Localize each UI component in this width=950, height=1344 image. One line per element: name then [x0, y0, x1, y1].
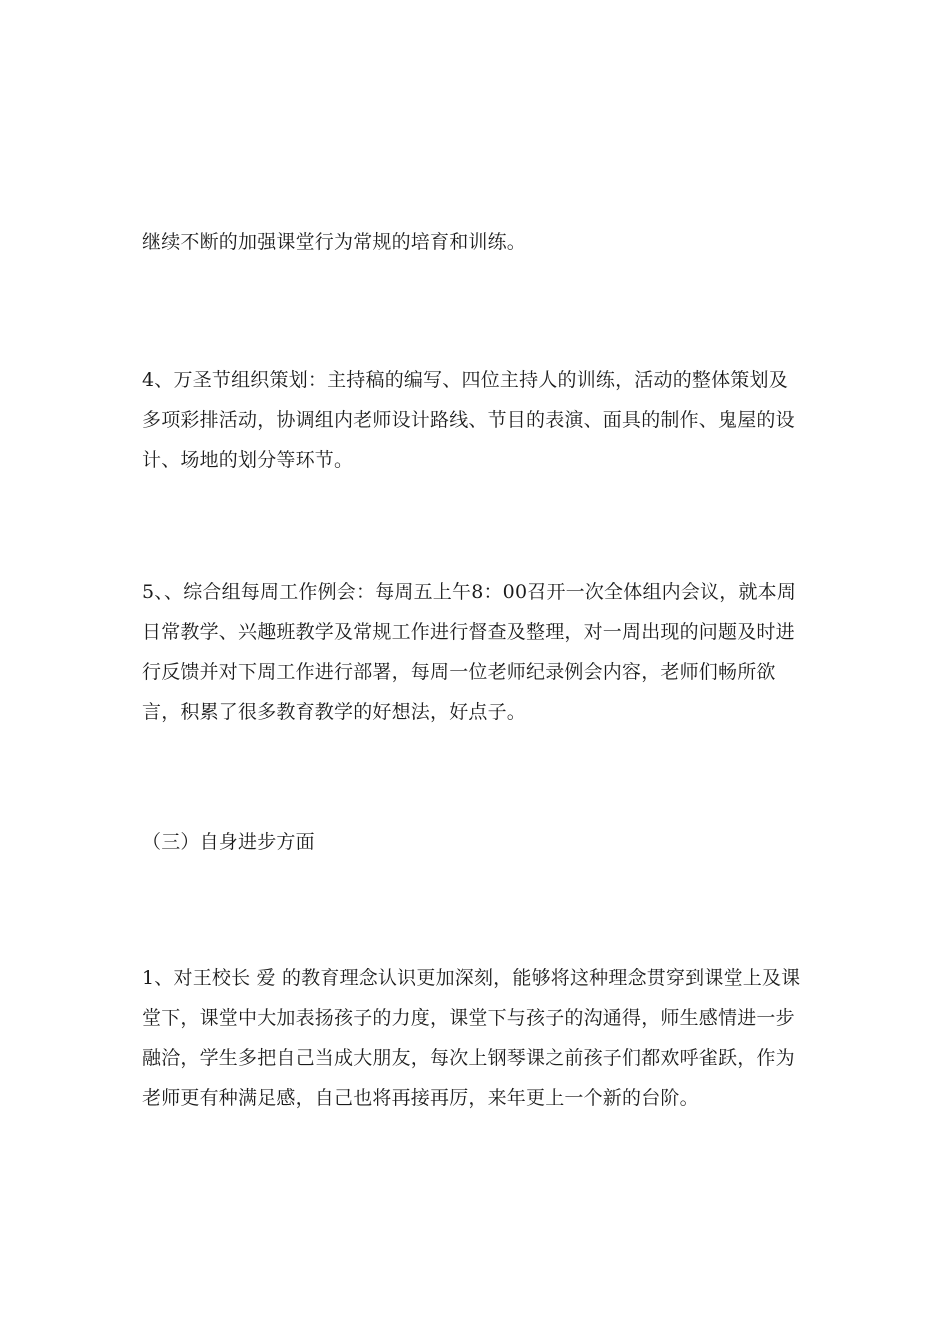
paragraph-halloween-planning: 4、万圣节组织策划：主持稿的编写、四位主持人的训练，活动的整体策划及多项彩排活动，协调组内老师设计路线、节目的表演、面具的制作、鬼屋的设计、场地的划分等环节。	[142, 369, 795, 471]
paragraph-weekly-meeting: 5、、综合组每周工作例会：每周五上午8：00召开一次全体组内会议，就本周日常教学、兴趣班教学及常规工作进行督查及整理，对一周出现的问题及时进行反馈并对下周工作进行部署，每周一位老师纪录例会内容，老师们畅所欲言，积累了很多教育教学的好想法，好点子。	[142, 581, 797, 723]
section-heading: （三）自身进步方面	[142, 831, 315, 853]
paragraph-classroom-habits: 继续不断的加强课堂行为常规的培育和训练。	[142, 231, 527, 253]
paragraph-self-progress: 1、对王校长 爱 的教育理念认识更加深刻，能够将这种理念贯穿到课堂上及课堂下，课堂中大加表扬孩子的力度，课堂下与孩子的沟通得，师生感情进一步融洽，学生多把自己当成大朋友，每次上钢琴课之前孩子们都欢呼雀跃，作为老师更有种满足感，自己也将再接再厉，来年更上一个新的台阶。	[142, 967, 801, 1109]
